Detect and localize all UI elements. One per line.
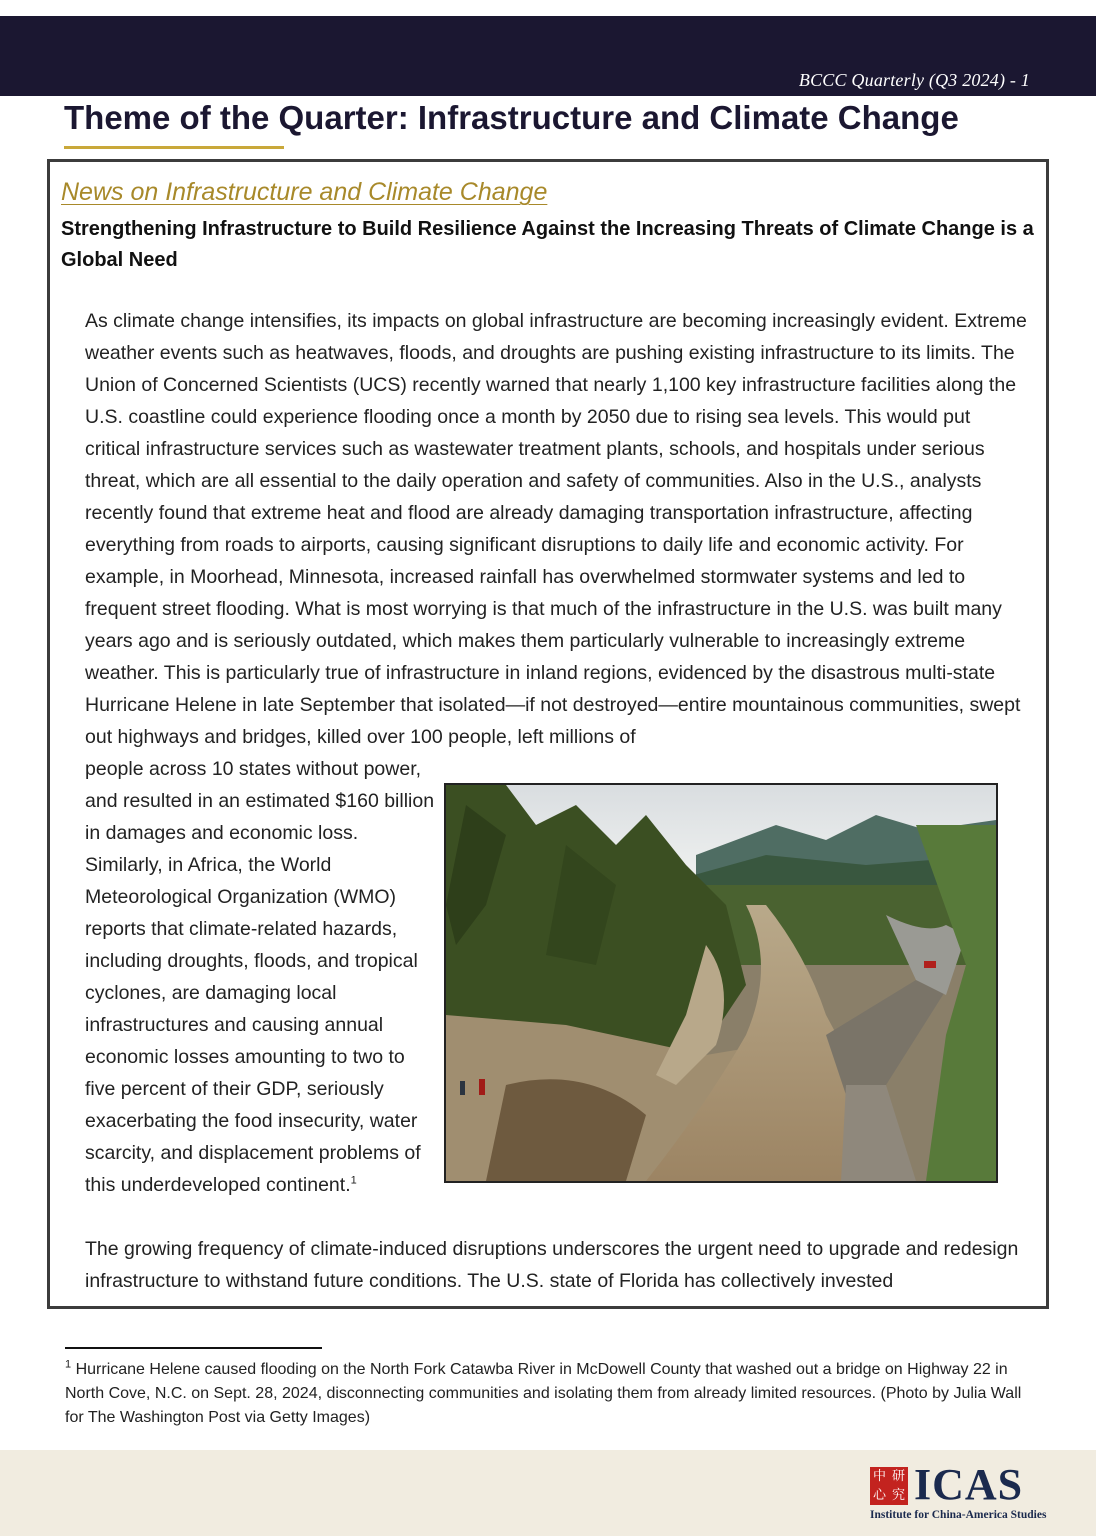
title-underline [64, 146, 284, 149]
footnote-ref[interactable]: 1 [350, 1174, 357, 1187]
seal-char: 研 [891, 1469, 905, 1484]
logo-wordmark: ICAS [914, 1460, 1024, 1509]
section-heading[interactable]: News on Infrastructure and Climate Change [61, 178, 548, 206]
paragraph-1-continued-text: people across 10 states without power, and resulted in an estimated $160 billion in damages and economic loss. Similarly, in Africa, the World Meteorological Organization (WMO) reports that climate-related hazards, including droughts, floods, and tropical cyclones, are damaging local infrastructures and causing annual economic losses amounting to two to five percent of their GDP, seriously exacerbating the food insecurity, water scarcity, and displacement problems of this underdeveloped continent. [85, 758, 435, 1196]
paragraph-1-continued [85, 753, 440, 1201]
page-title: Theme of the Quarter: Infrastructure and Climate Change [64, 99, 959, 136]
footnote [65, 1358, 1040, 1430]
paragraph-1: As climate change intensifies, its impacts on global infrastructure are becoming increasingly evident. Extreme weather events such as heatwaves, floods, and droughts are pushing existing infrastructure to its limits. The Union of Concerned Scientists (UCS) recently warned that nearly 1,100 key infrastructure facilities along the U.S. coastline could experience flooding once a month by 2050 due to rising sea levels. This would put critical infrastructure services such as wastewater treatment plants, schools, and hospitals under serious threat, which are all essential to the daily operation and safety of communities. Also in the U.S., analysts recently found that extreme heat and flood are already damaging transportation infrastructure, affecting everything from roads to airports, causing significant disruptions to daily life and economic activity. For example, in Moorhead, Minnesota, increased rainfall has overwhelmed stormwater systems and led to frequent street flooding. What is most worrying is that much of the infrastructure in the U.S. was built many years ago and is seriously outdated, which makes them particularly vulnerable to increasingly extreme weather. This is particularly true of infrastructure in inland regions, evidenced by the disastrous multi-state Hurricane Helene in late September that isolated—if not destroyed—entire mountainous communities, swept out highways and bridges, killed over 100 people, left millions of [85, 310, 1027, 748]
icas-logo[interactable] [870, 1460, 1060, 1523]
footnote-divider [65, 1347, 322, 1349]
logo-subtitle: Institute for China-America Studies [870, 1509, 1047, 1521]
paragraph-2: The growing frequency of climate-induced disruptions underscores the urgent need to upgrade and redesign infrastructure to withstand future conditions. The U.S. state of Florida has collectively invested [85, 1238, 1019, 1292]
seal-char: 究 [891, 1488, 905, 1503]
issue-label: BCCC Quarterly (Q3 2024) - 1 [798, 70, 1030, 90]
seal-icon [870, 1467, 908, 1505]
seal-char: 中 [872, 1469, 886, 1484]
footnote-text: Hurricane Helene caused flooding on the North Fork Catawba River in McDowell County that washed out a bridge on Highway 22 in North Cove, N.C. on Sept. 28, 2024, disconnecting communities and isolating them from already limited resources. (Photo by Julia Wall for The Washington Post via Getty Images) [65, 1361, 1022, 1426]
seal-char: 心 [872, 1488, 886, 1503]
footnote-marker: 1 [65, 1358, 72, 1371]
article-box [47, 159, 1049, 1309]
flood-photo [444, 783, 998, 1183]
article-headline: Strengthening Infrastructure to Build Resilience Against the Increasing Threats of Climate Change is a Global Need [61, 218, 1034, 271]
flood-photo-illustration [446, 785, 996, 1181]
